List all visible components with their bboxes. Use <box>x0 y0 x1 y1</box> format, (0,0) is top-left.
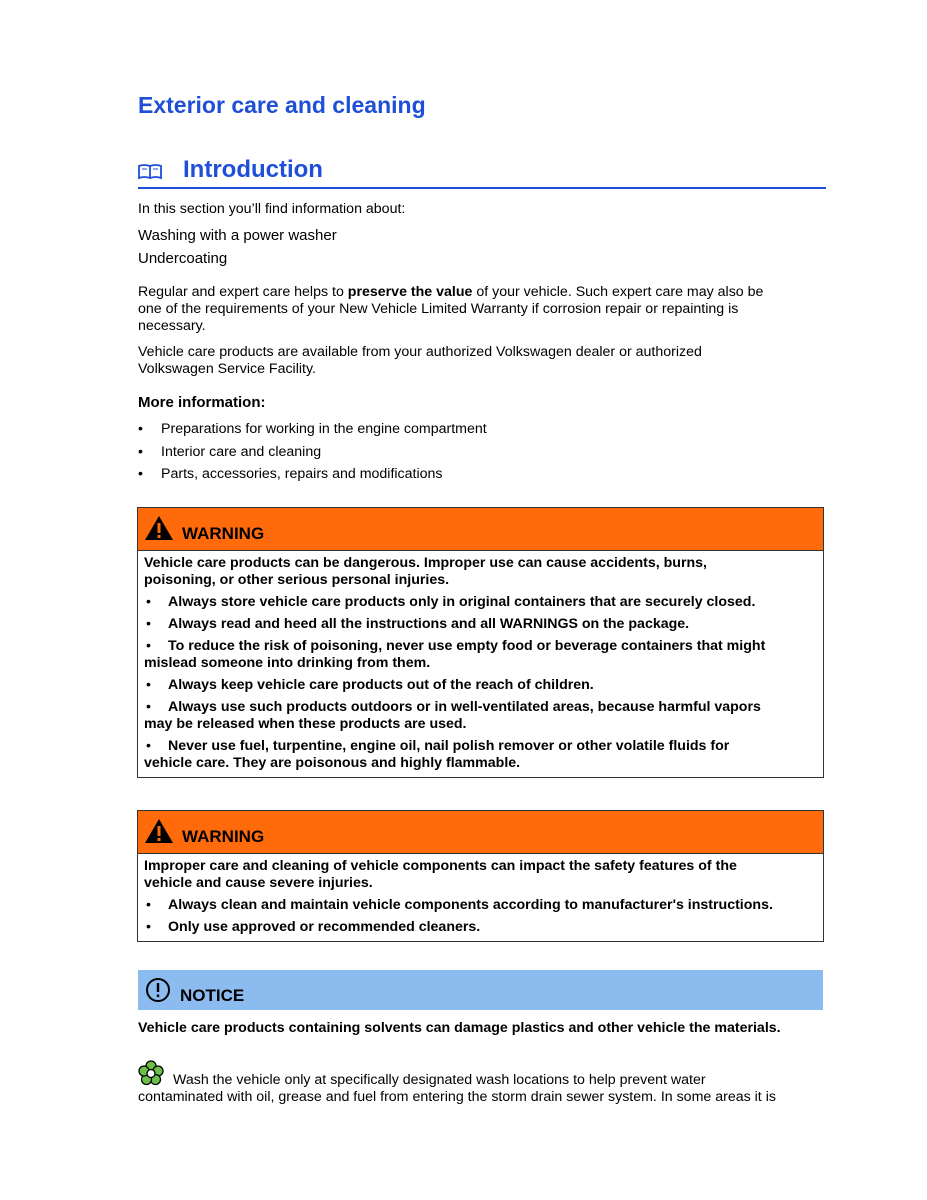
warning-intro-line1: Improper care and cleaning of vehicle components can impact the safety features of the <box>144 858 737 874</box>
warning-item-text-cont: may be released when these products are used. <box>144 716 467 732</box>
warning-intro <box>144 553 817 592</box>
warning-item-text: Always clean and maintain vehicle components according to manufacturer's instructions. <box>168 897 773 913</box>
warning-item-text: Always keep vehicle care products out of the reach of children. <box>168 677 594 693</box>
notice-text: Vehicle care products containing solvents can damage plastics and other vehicle the materials. <box>138 1020 781 1036</box>
more-info-link-parts-accessories[interactable]: • Parts, accessories, repairs and modifications <box>138 466 487 489</box>
environment-note-line2: contaminated with oil, grease and fuel from entering the storm drain sewer system. In some areas it is <box>138 1089 776 1105</box>
topic-link-undercoating[interactable]: Undercoating <box>138 250 228 267</box>
environment-note-line1: Wash the vehicle only at specifically designated wash locations to help prevent water <box>173 1072 706 1088</box>
warning-item-text: To reduce the risk of poisoning, never use empty food or beverage containers that might <box>168 638 766 654</box>
warning-item-text: Always use such products outdoors or in well-ventilated areas, because harmful vapors <box>168 699 761 715</box>
warning-intro-line2: vehicle and cause severe injuries. <box>144 875 373 891</box>
warning-item <box>144 592 817 614</box>
section-heading <box>138 156 826 189</box>
warning-label: WARNING <box>182 524 265 543</box>
section-title: Introduction <box>183 156 323 183</box>
warning-intro-line2: poisoning, or other serious personal injuries. <box>144 572 450 588</box>
products-paragraph <box>138 344 828 378</box>
warning-item <box>144 697 817 736</box>
care-paragraph-line2: one of the requirements of your New Vehicle Limited Warranty if corrosion repair or repainting is <box>138 301 739 317</box>
exclamation-circle-icon <box>145 977 171 1008</box>
warning-item <box>144 614 817 636</box>
warning-item-text: Always store vehicle care products only in original containers that are securely closed. <box>168 594 756 610</box>
warning-header <box>138 508 823 551</box>
topic-link-power-washer[interactable]: Washing with a power washer <box>138 227 337 244</box>
warning-item <box>144 917 817 939</box>
notice-label: NOTICE <box>180 986 245 1005</box>
warning-item <box>144 636 817 675</box>
more-info-link-engine-compartment[interactable]: • Preparations for working in the engine compartment <box>138 421 487 444</box>
warning-item <box>144 895 817 917</box>
environment-note <box>138 1072 838 1106</box>
warning-intro <box>144 856 817 895</box>
warning-box-1 <box>137 507 824 778</box>
more-info-heading: More information: <box>138 394 266 411</box>
care-paragraph-line1-end: of your vehicle. Such expert care may also be <box>472 284 764 300</box>
warning-item-text-cont: vehicle care. They are poisonous and highly flammable. <box>144 755 521 771</box>
warning-intro-line1: Vehicle care products can be dangerous. Improper use can cause accidents, burns, <box>144 555 707 571</box>
warning-item-text: Never use fuel, turpentine, engine oil, nail polish remover or other volatile fluids for <box>168 738 730 754</box>
warning-item-text: Only use approved or recommended cleaners. <box>168 919 481 935</box>
warning-triangle-icon <box>144 818 174 849</box>
warning-header <box>138 811 823 854</box>
warning-item <box>144 736 817 775</box>
chapter-title: Exterior care and cleaning <box>138 92 426 118</box>
notice-header <box>138 970 823 1010</box>
warning-label: WARNING <box>182 827 265 846</box>
more-info-link-interior-care[interactable]: • Interior care and cleaning <box>138 444 487 467</box>
intro-text: In this section you’ll find information about: <box>138 201 406 217</box>
book-icon <box>138 164 162 185</box>
warning-item-text: Always read and heed all the instructions and all WARNINGS on the package. <box>168 616 690 632</box>
warning-triangle-icon <box>144 515 174 546</box>
care-paragraph <box>138 284 828 335</box>
care-paragraph-line3: necessary. <box>138 318 206 334</box>
warning-item <box>144 675 817 697</box>
care-paragraph-start: Regular and expert care helps to <box>138 284 348 300</box>
products-paragraph-line1: Vehicle care products are available from your authorized Volkswagen dealer or authorized <box>138 344 702 360</box>
more-info-list <box>138 421 487 489</box>
warning-box-2 <box>137 810 824 942</box>
preserve-value-emphasis: preserve the value <box>347 284 473 300</box>
warning-item-text-cont: mislead someone into drinking from them. <box>144 655 431 671</box>
products-paragraph-line2: Volkswagen Service Facility. <box>138 361 316 377</box>
